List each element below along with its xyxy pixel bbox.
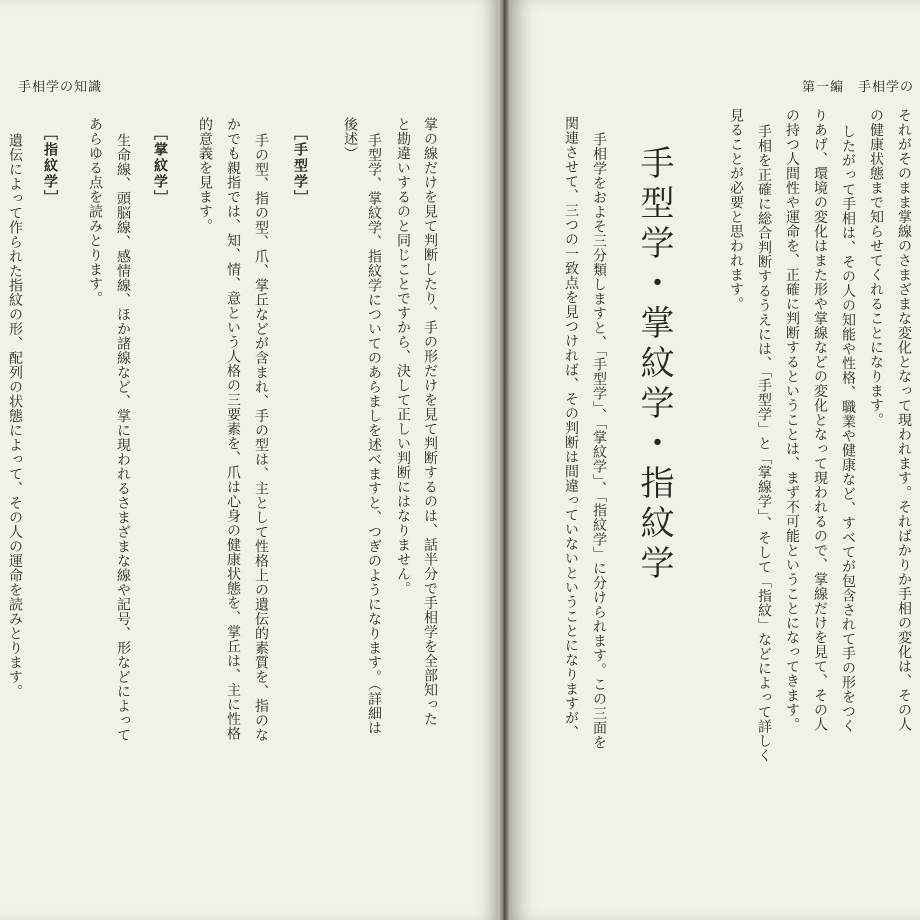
text-column: の健康状態まで知らせてくれることになります。: [868, 108, 884, 427]
text-column: かでも親指では、知、情、意という人格の三要素を、爪は心身の健康状態を、掌丘は、主に性格: [225, 117, 241, 741]
section-heading-tegata: ［手型学］: [292, 126, 308, 206]
text-column: 手相学をおよそ三分類しますと、「手型学」、「掌紋学」、「指紋学」に分けられます。この三面を: [591, 132, 607, 750]
text-column: 後述）: [342, 117, 358, 161]
text-column: 的意義を見ます。: [197, 117, 213, 233]
book-gutter: [498, 0, 510, 920]
text-column: 手相を正確に総合判断するうえには、「手型学」と「掌線学」、そして「指紋」などによって詳しく: [756, 124, 772, 763]
text-column: の持つ人間性や運命を、正確に判断するということは、まず不可能ということになってきます。: [784, 108, 800, 732]
text-column: 関連させて、三つの一致点を見つければ、その判断は間違っていないということになりますが、: [563, 116, 579, 740]
text-column: 掌の線だけを見て判断したり、手の形だけを見て判断するのは、話半分で手相学を全部知った: [422, 117, 438, 726]
section-heading-shimon: ［指紋学］: [42, 126, 58, 206]
text-column: りあげ、環境の変化はまた形や掌線などの変化となって現われるので、掌線だけを見て、その人: [812, 108, 828, 732]
text-column: あらゆる点を読みとります。: [87, 117, 103, 306]
text-column: それがそのまま掌線のさまざまな変化となって現われます。そればかりか手相の変化は、その人: [896, 108, 912, 732]
text-column: 手型学、掌紋学、指紋学についてのあらましを述べますと、つぎのようになります。（詳細は: [366, 133, 382, 735]
text-column: 手の型、指の型、爪、掌丘などが含まれ、手の型は、主として性格上の遺伝的素質を、指のな: [253, 133, 269, 742]
text-column: したがって手相は、その人の知能や性格、職業や健康など、すべてが包含されて手の形をつく: [840, 124, 856, 733]
left-running-header: 手相学の知識: [18, 80, 103, 95]
text-column: 生命線、頭脳線、感情線、ほか諸線など、掌に現われるさまざまな線や記号、形などによって: [115, 133, 131, 742]
right-page: [510, 0, 920, 920]
right-running-header: 第一編 手相学の: [802, 80, 915, 95]
text-column: と勘違いするのと同じことですから、決して正しい判断にはなりません。: [395, 117, 411, 596]
text-column: 見ることが必要と思われます。: [728, 108, 744, 311]
section-title: 手型学・掌紋学・指紋学: [634, 145, 674, 585]
text-column: 遺伝によって作られた指紋の形、配列の状態によって、その人の運命を読みとります。: [7, 133, 23, 699]
section-heading-shomon: ［掌紋学］: [152, 126, 168, 206]
